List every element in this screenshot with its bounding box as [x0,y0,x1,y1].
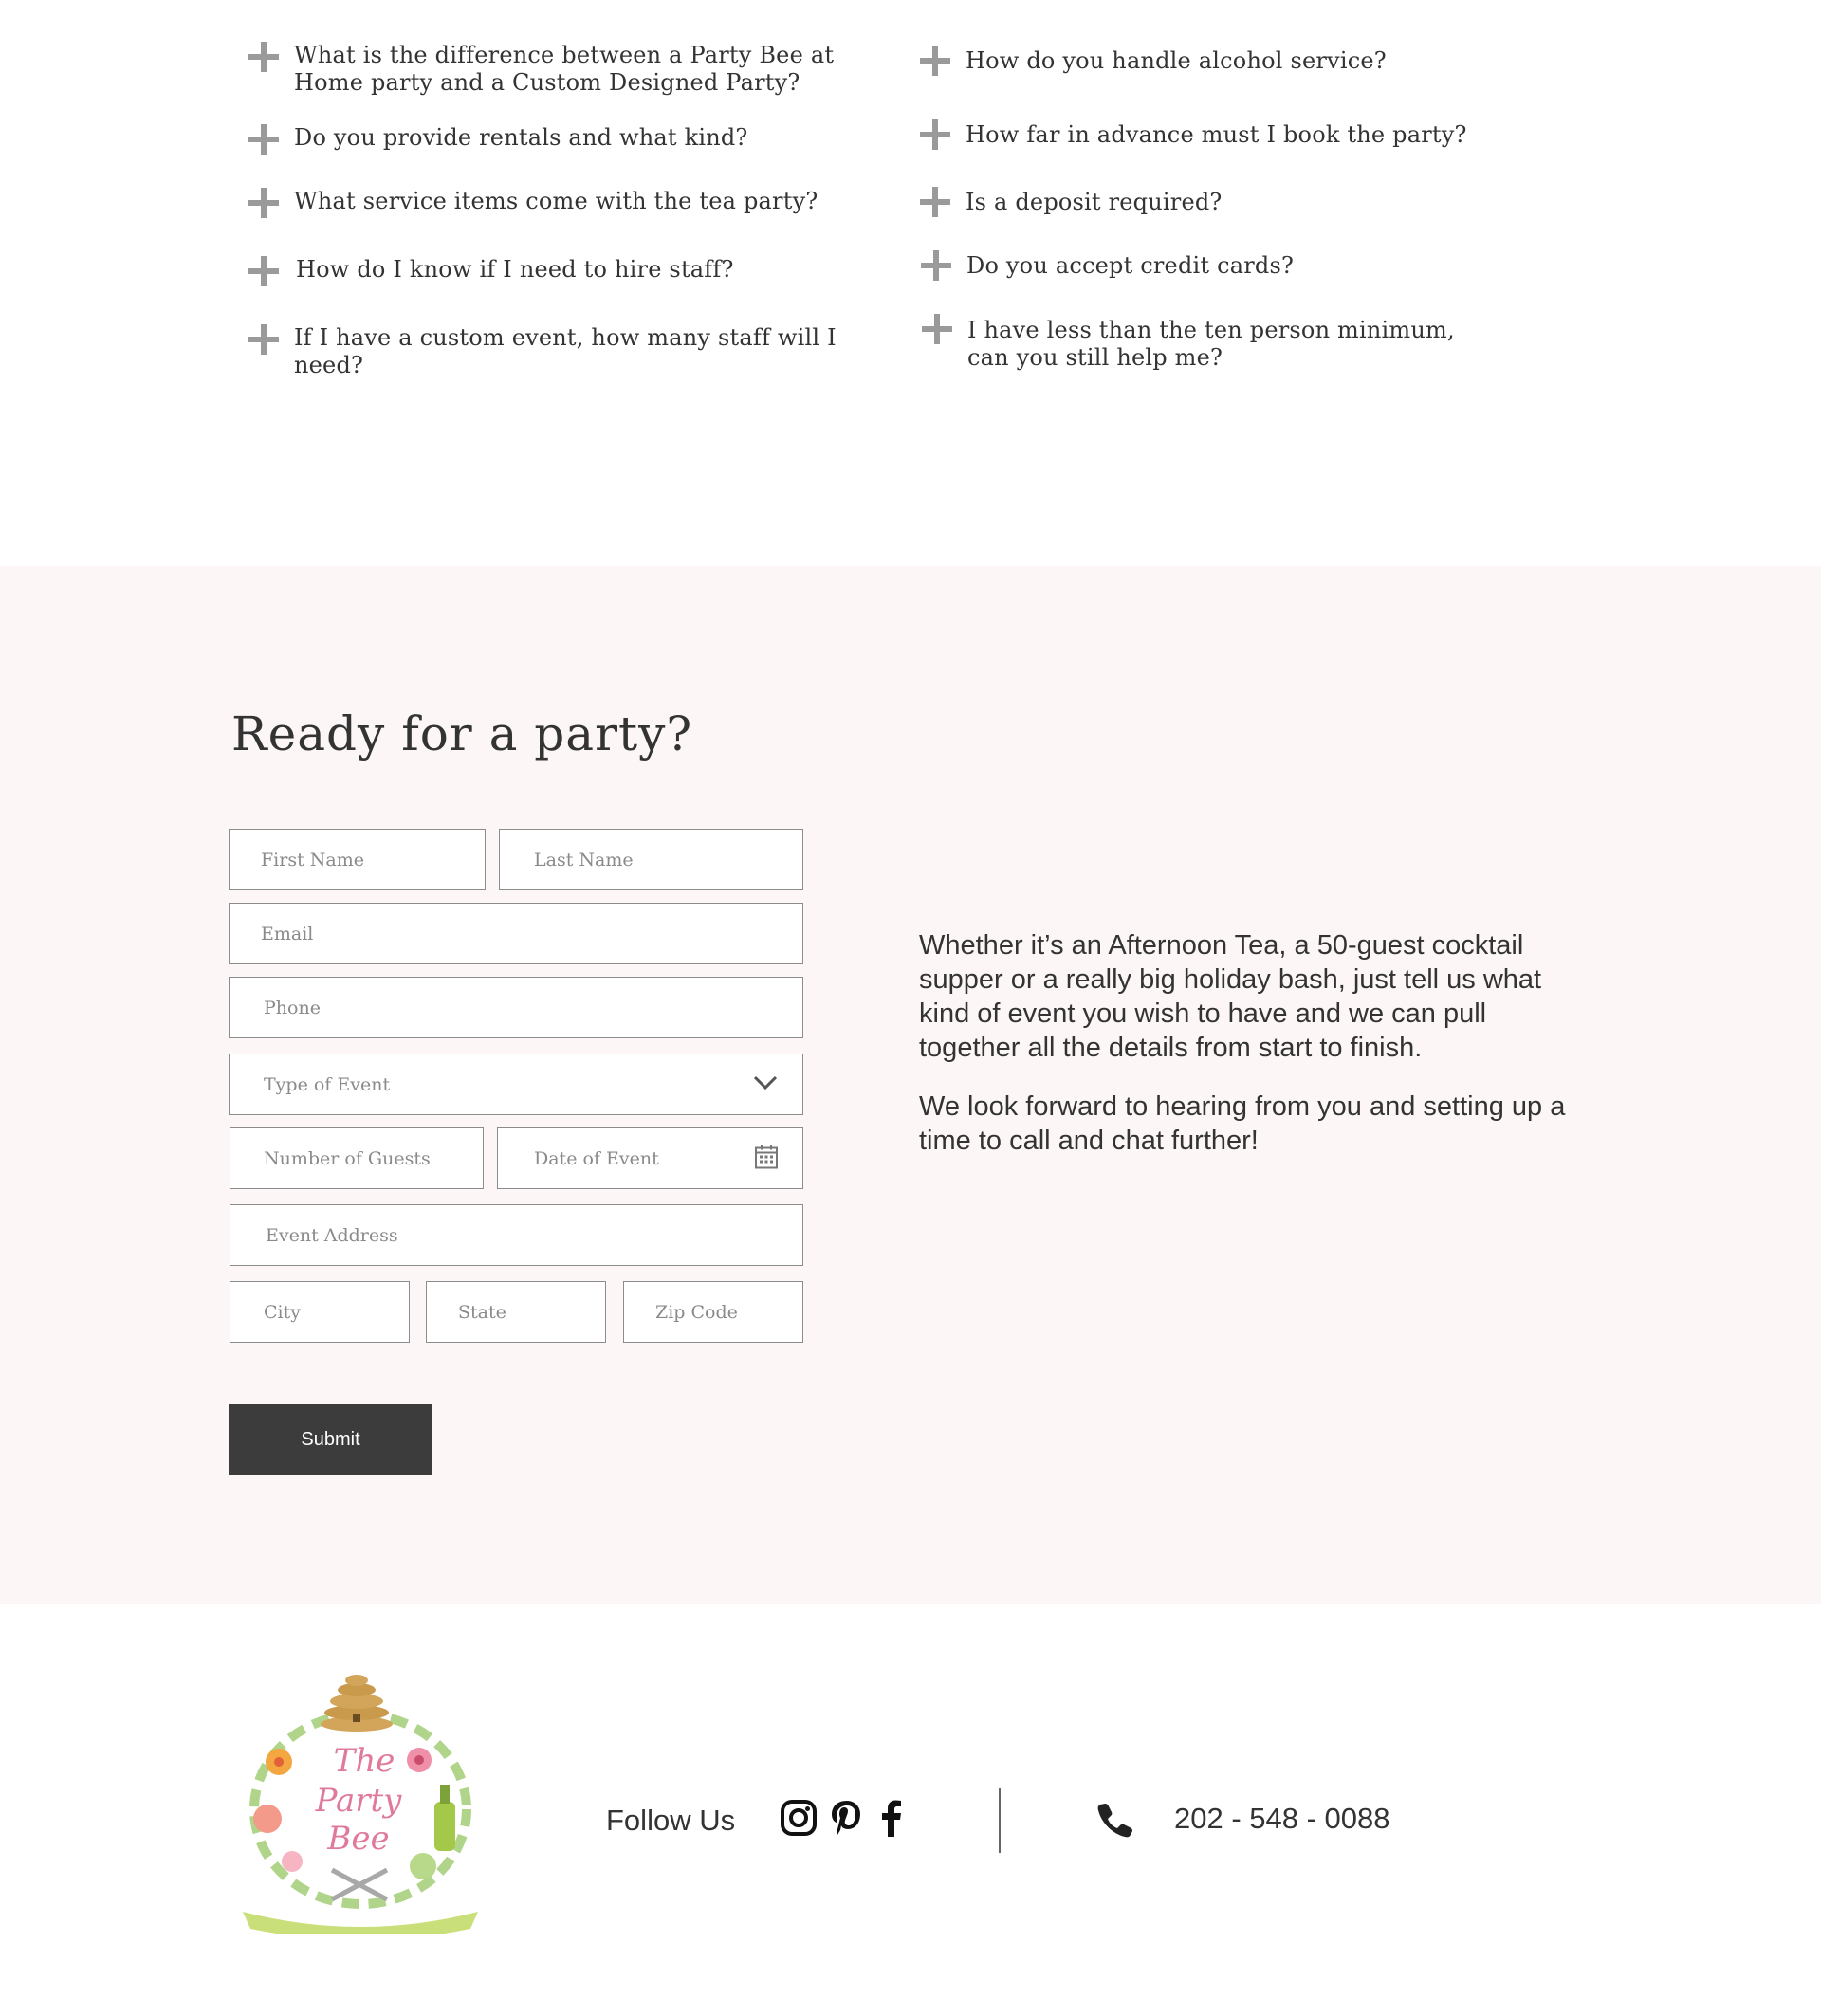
phone-number-link[interactable]: 202 - 548 - 0088 [1174,1802,1390,1835]
field-placeholder: Number of Guests [264,1147,431,1169]
follow-us-label: Follow Us [606,1804,736,1837]
faq-item[interactable] [248,124,747,155]
faq-question-line: can you still help me? [967,344,1223,371]
blurb-paragraph: We look forward to hearing from you and setting up a time to call and chat further! [919,1091,1566,1156]
city-field[interactable] [230,1281,410,1343]
faq-question-line: Do you accept credit cards? [966,252,1295,279]
faq-question-line: Do you provide rentals and what kind? [294,124,748,151]
field-placeholder: Zip Code [655,1301,738,1323]
faq-item[interactable] [248,324,837,379]
event-type-select[interactable] [229,1054,803,1115]
instagram-icon[interactable] [780,1799,818,1837]
faq-item[interactable] [248,42,834,97]
plus-icon[interactable] [920,119,950,150]
faq-question[interactable] [966,250,1294,280]
calendar-icon[interactable] [755,1144,778,1173]
faq-question-line: I have less than the ten person minimum, [967,317,1455,343]
plus-icon[interactable] [248,124,279,155]
faq-question[interactable] [966,119,1467,149]
plus-icon[interactable] [922,314,952,344]
field-placeholder: State [458,1301,506,1323]
contact-blurb [919,928,1583,1182]
plus-icon[interactable] [248,188,279,218]
field-placeholder: First Name [261,849,364,871]
logo-text: Party [315,1782,402,1820]
faq-item[interactable] [248,256,734,286]
logo-text: The [333,1742,395,1780]
email-field[interactable] [229,903,803,964]
last-name-field[interactable] [499,829,803,890]
phone-icon [1097,1802,1133,1838]
faq-question-line: How do I know if I need to hire staff? [296,256,734,283]
faq-question[interactable] [294,124,747,152]
faq-question-line: What service items come with the tea party? [294,188,819,214]
faq-item[interactable] [921,250,1294,281]
field-placeholder: Event Address [266,1224,398,1246]
field-placeholder: Phone [264,997,321,1018]
event-address-field[interactable] [230,1204,803,1266]
plus-icon[interactable] [248,324,279,355]
submit-button[interactable]: Submit [229,1404,432,1475]
field-placeholder: City [264,1301,301,1323]
plus-icon[interactable] [248,256,279,286]
faq-question-line: How do you handle alcohol service? [966,47,1387,74]
logo-text: Bee [327,1820,390,1858]
blurb-paragraph: Whether it’s an Afternoon Tea, a 50-guest cocktail supper or a really big holiday bash, just tell us what kind of event you wish to have and we can pull together all the details from start to finish. [919,930,1542,1063]
faq-question-line: What is the difference between a Party Bee at [294,42,835,68]
state-field[interactable] [426,1281,606,1343]
faq-question-line: If I have a custom event, how many staff will I [294,324,837,351]
plus-icon[interactable] [920,46,950,76]
field-placeholder: Last Name [534,849,634,871]
faq-question[interactable] [294,42,834,97]
faq-question[interactable] [294,188,818,215]
faq-question[interactable] [966,187,1223,216]
section-heading: Ready for a party? [231,706,693,761]
faq-question-line: need? [294,352,364,378]
guests-field[interactable] [230,1127,484,1189]
plus-icon[interactable] [921,250,951,281]
date-field[interactable] [497,1127,803,1189]
phone-field[interactable] [229,977,803,1038]
chevron-down-icon[interactable] [753,1074,778,1095]
contact-section [0,566,1821,1604]
field-placeholder: Email [261,923,314,944]
select-value: Type of Event [264,1073,391,1095]
faq-question-line: Is a deposit required? [966,189,1223,215]
footer-divider [999,1788,1001,1853]
faq-item[interactable] [920,187,1223,217]
zip-code-field[interactable] [623,1281,803,1343]
first-name-field[interactable] [229,829,486,890]
faq-question[interactable] [296,256,734,284]
faq-question[interactable] [294,324,837,379]
party-bee-logo[interactable] [233,1667,487,1934]
faq-item[interactable] [920,119,1467,150]
pinterest-icon[interactable] [827,1799,865,1837]
faq-item[interactable] [248,188,818,218]
faq-question[interactable] [966,46,1387,75]
plus-icon[interactable] [248,42,279,72]
faq-item[interactable] [922,314,1455,372]
faq-item[interactable] [920,46,1387,76]
faq-question-line: Home party and a Custom Designed Party? [294,69,800,96]
plus-icon[interactable] [920,187,950,217]
facebook-icon[interactable] [873,1799,910,1837]
field-placeholder: Date of Event [534,1147,659,1169]
faq-question[interactable] [967,314,1455,372]
faq-question-line: How far in advance must I book the party? [966,121,1467,148]
